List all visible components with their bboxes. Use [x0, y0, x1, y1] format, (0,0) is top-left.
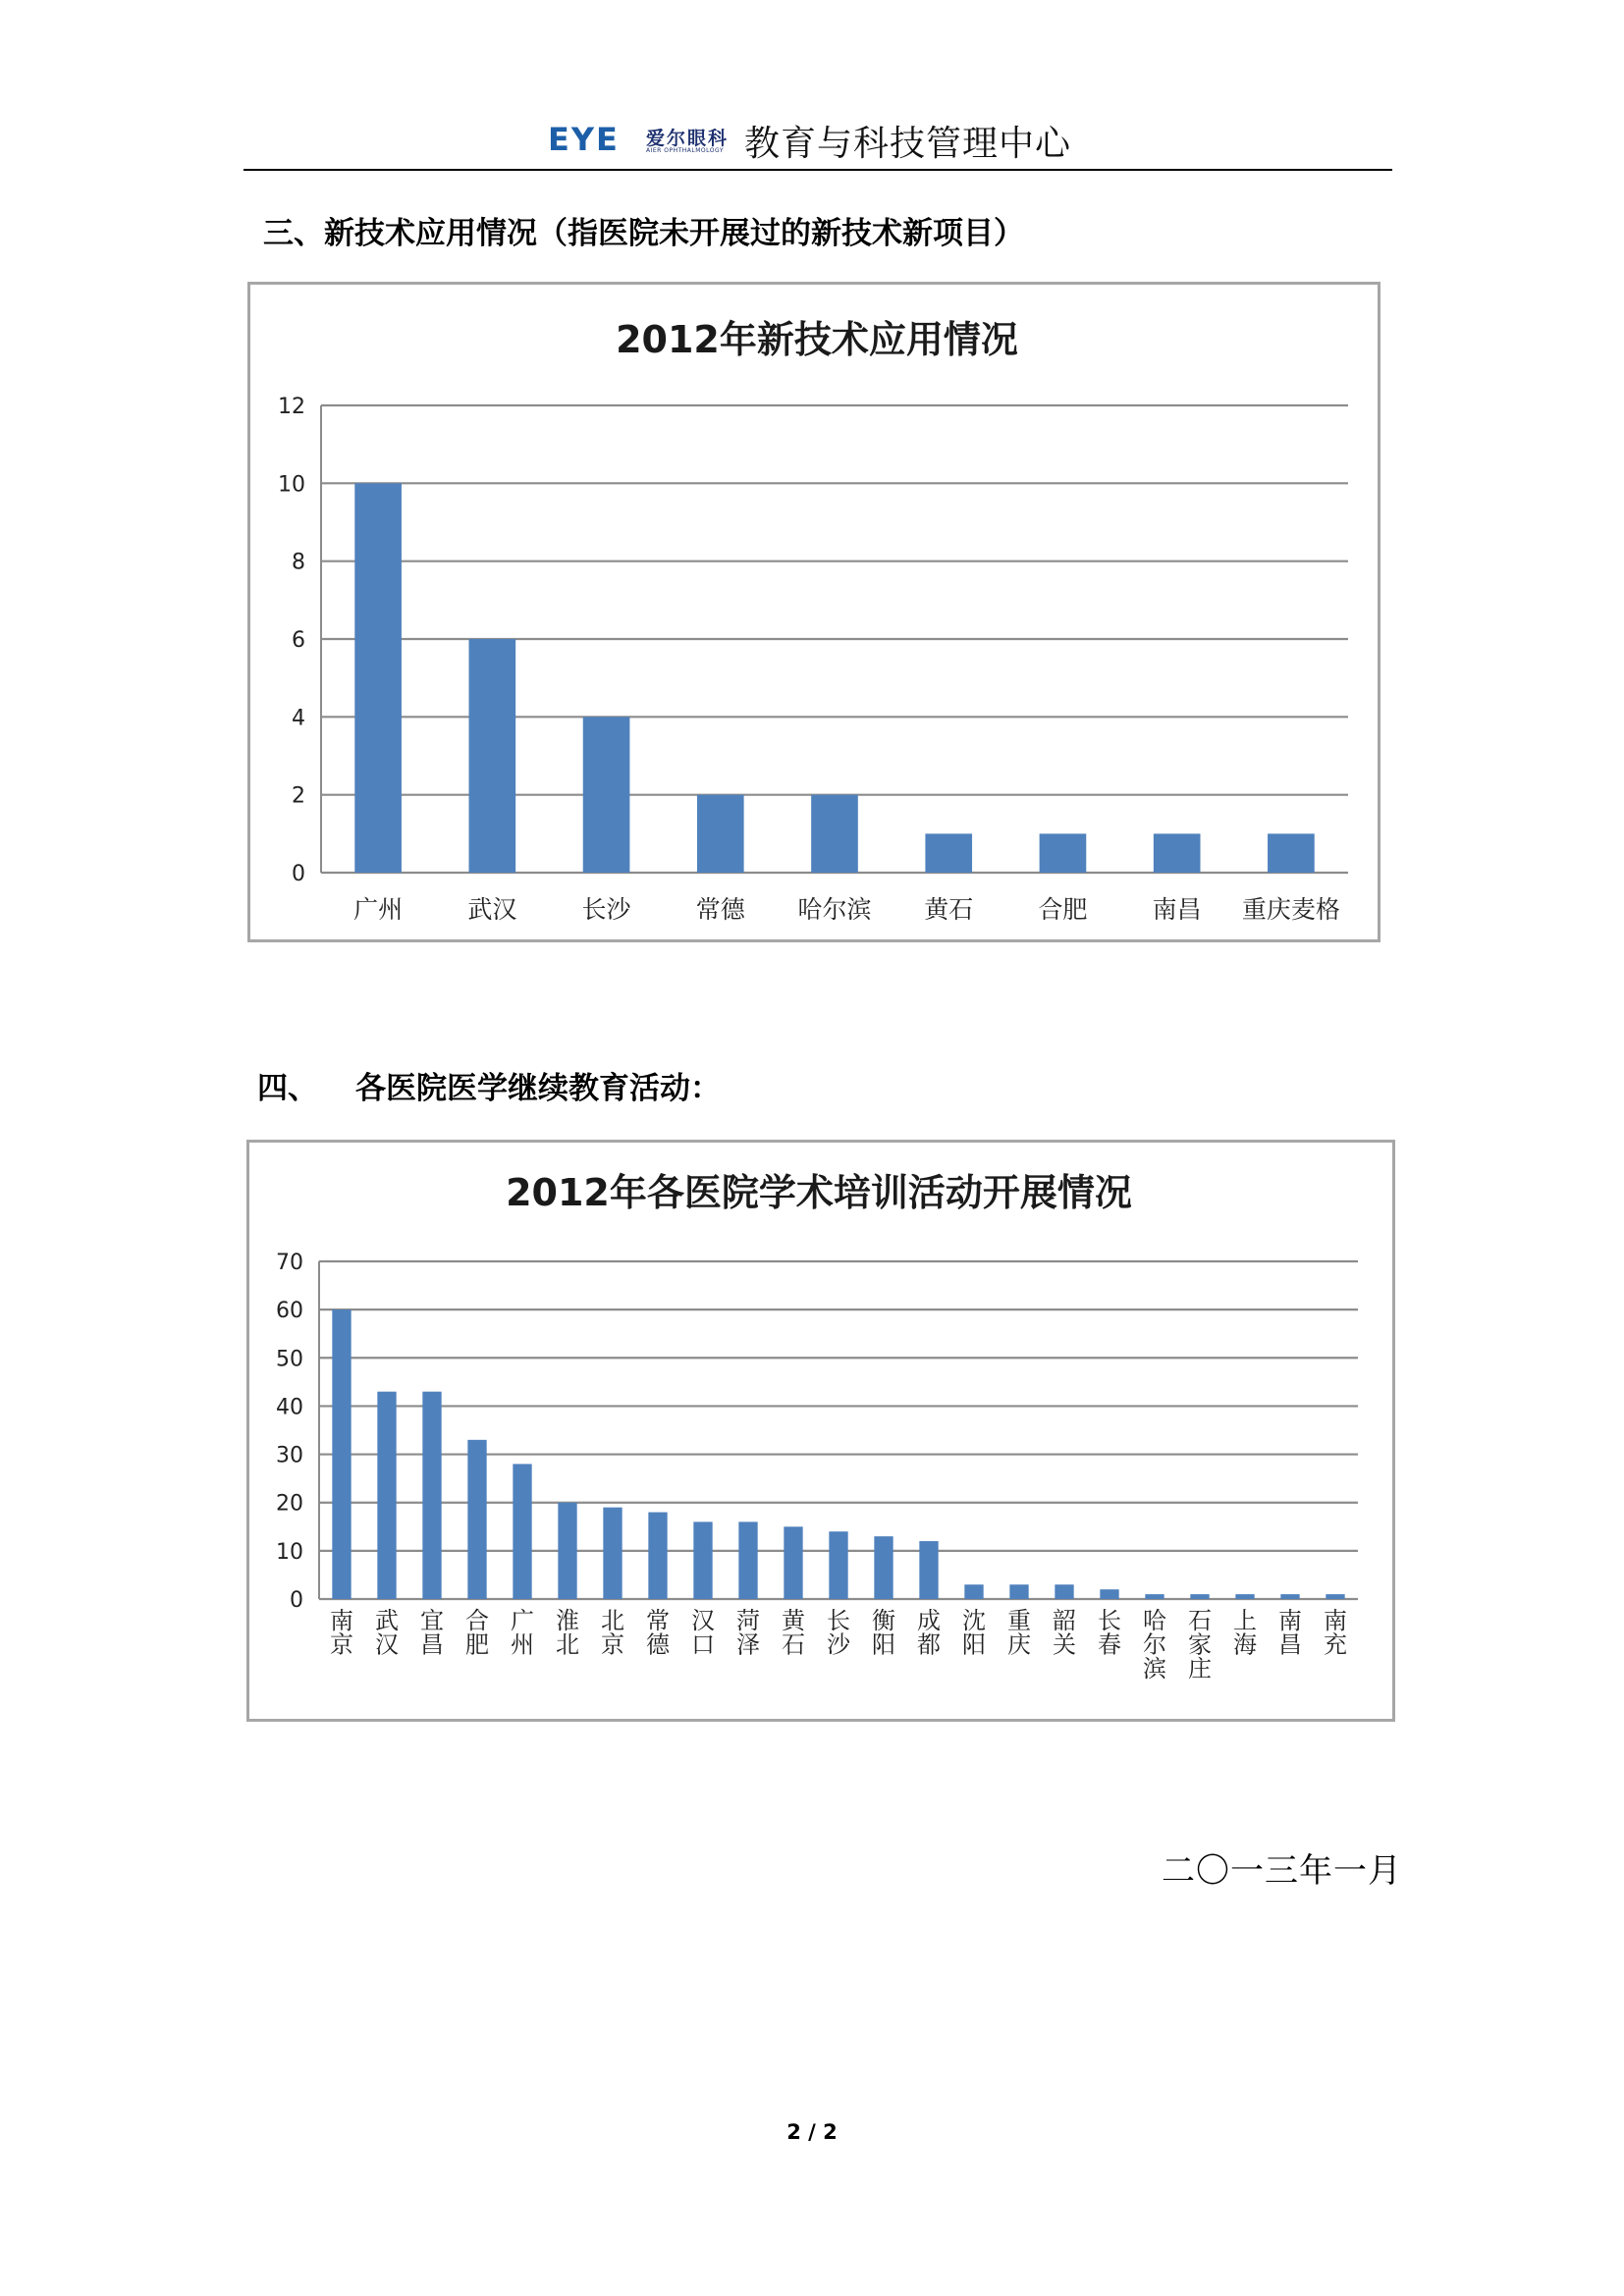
category-label: 武汉	[467, 895, 517, 924]
page-number: 2 / 2	[786, 2120, 838, 2144]
chart-new-technology	[247, 282, 1380, 942]
bar	[377, 1392, 396, 1599]
category-label: 常德	[646, 1607, 670, 1659]
chart-new-technology-svg	[250, 285, 1383, 945]
chart-title: 2012年各医院学术培训活动开展情况	[506, 1171, 1132, 1214]
eye-logo-mark	[548, 120, 632, 159]
section-4-heading	[257, 1063, 721, 1107]
y-tick-label: 10	[276, 1539, 303, 1565]
category-label: 南充	[1324, 1607, 1347, 1659]
category-label: 南京	[330, 1607, 353, 1659]
bar	[1268, 833, 1315, 873]
bar	[1280, 1594, 1299, 1599]
y-tick-label: 30	[276, 1443, 303, 1468]
y-tick-label: 50	[276, 1347, 303, 1372]
y-tick-label: 70	[276, 1251, 303, 1275]
category-label: 沈阳	[962, 1607, 986, 1659]
logo-chinese-name: 爱尔眼科	[646, 128, 730, 149]
bar	[1040, 833, 1087, 873]
category-label: 哈尔滨	[797, 895, 872, 924]
eye-logo	[548, 120, 632, 159]
bar	[513, 1464, 531, 1599]
bar	[919, 1541, 938, 1599]
category-label: 菏泽	[736, 1607, 760, 1659]
document-date: 二〇一三年一月	[1162, 1851, 1402, 1891]
bar	[874, 1536, 893, 1599]
bar	[693, 1522, 712, 1599]
category-label: 宜昌	[420, 1607, 444, 1659]
bar	[784, 1526, 802, 1599]
bar	[925, 833, 972, 873]
category-label: 石家庄	[1188, 1607, 1212, 1682]
y-tick-label: 6	[292, 628, 305, 653]
category-label: 韶关	[1053, 1607, 1076, 1659]
category-label: 黄石	[782, 1607, 805, 1659]
bar	[829, 1531, 847, 1599]
y-tick-label: 20	[276, 1491, 303, 1517]
bar	[332, 1309, 351, 1599]
bar	[583, 717, 630, 873]
bar	[1235, 1594, 1254, 1599]
section-4-title: 各医院医学继续教育活动：	[355, 1071, 721, 1106]
y-tick-label: 8	[292, 550, 305, 575]
bar	[422, 1392, 441, 1599]
category-label: 成都	[917, 1607, 941, 1659]
category-label: 长沙	[581, 895, 631, 924]
category-label: 广州	[353, 895, 404, 924]
category-label: 广州	[511, 1607, 534, 1659]
y-tick-label: 60	[276, 1299, 303, 1324]
bar	[1154, 833, 1201, 873]
y-tick-label: 2	[292, 783, 305, 809]
header-title: 教育与科技管理中心	[744, 124, 1072, 164]
category-label: 合肥	[465, 1607, 489, 1659]
category-label: 重庆麦格	[1241, 895, 1340, 924]
header-divider	[244, 169, 1392, 171]
category-label: 哈尔滨	[1143, 1607, 1166, 1682]
bar	[1009, 1584, 1028, 1599]
bar	[467, 1440, 486, 1599]
category-label: 长沙	[827, 1607, 850, 1659]
bar	[964, 1584, 983, 1599]
page-header	[244, 110, 1392, 169]
eye-logo-text: EYE	[548, 121, 620, 158]
category-label: 北京	[601, 1607, 624, 1659]
category-label: 常德	[695, 895, 745, 924]
category-label: 长春	[1098, 1607, 1121, 1659]
bar	[558, 1503, 576, 1599]
section-4-number: 四、	[257, 1071, 318, 1106]
category-label: 淮北	[556, 1607, 579, 1659]
y-tick-label: 40	[276, 1395, 303, 1420]
chart-title: 2012年新技术应用情况	[616, 318, 1018, 361]
bar	[1055, 1584, 1073, 1599]
category-label: 黄石	[924, 895, 974, 924]
y-tick-label: 0	[290, 1588, 303, 1613]
bar	[1190, 1594, 1209, 1599]
bar	[648, 1513, 667, 1599]
bar	[697, 795, 744, 873]
bar	[1100, 1589, 1118, 1599]
bar	[354, 483, 402, 873]
bar	[1145, 1594, 1164, 1599]
category-label: 南昌	[1152, 895, 1202, 924]
category-label: 南昌	[1278, 1607, 1302, 1659]
section-3-heading: 三、新技术应用情况（指医院未开展过的新技术新项目）	[263, 216, 1024, 251]
category-label: 合肥	[1038, 895, 1088, 924]
y-tick-label: 0	[292, 862, 305, 886]
chart-academic-training-svg	[249, 1143, 1398, 1725]
bar	[738, 1522, 757, 1599]
category-label: 重庆	[1007, 1607, 1031, 1659]
chart-academic-training	[246, 1140, 1395, 1722]
y-tick-label: 12	[278, 395, 305, 419]
category-label: 汉口	[691, 1607, 715, 1659]
bar	[1326, 1594, 1344, 1599]
bar	[811, 795, 858, 873]
logo-english-name: AIER OPHTHALMOLOGY	[646, 147, 724, 154]
bar	[469, 639, 516, 873]
category-label: 武汉	[375, 1607, 399, 1659]
y-tick-label: 10	[278, 472, 305, 498]
y-tick-label: 4	[292, 706, 305, 731]
bar	[603, 1508, 622, 1599]
category-label: 上海	[1233, 1607, 1257, 1659]
category-label: 衡阳	[872, 1607, 895, 1659]
